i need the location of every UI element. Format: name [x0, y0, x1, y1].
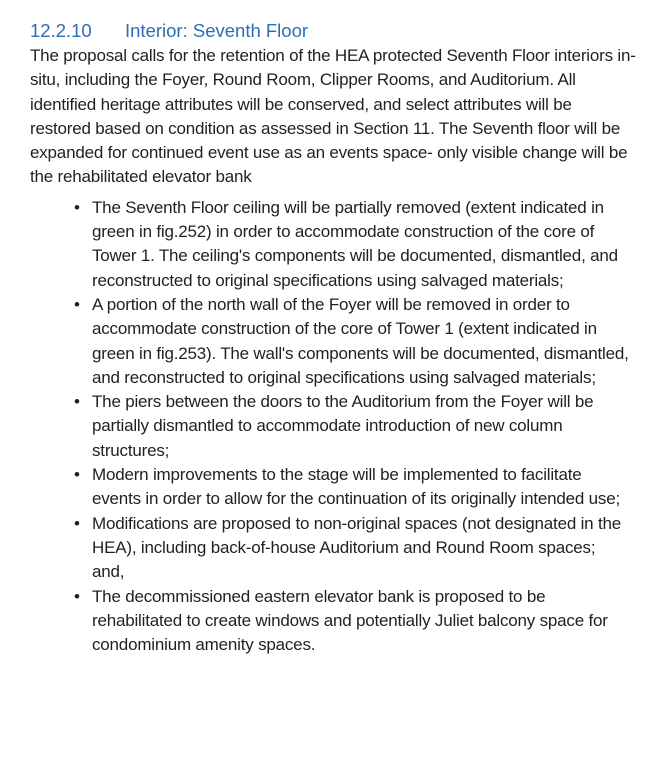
list-item: [30, 293, 636, 390]
list-item-text: The Seventh Floor ceiling will be partially removed (extent indicated in green in fig.252) in order to accommodate construction of the core of Tower 1. The ceiling's components will be documented, dismantled, and reconstructed to original specifications using salvaged materials;: [92, 197, 618, 290]
section-title: Interior: Seventh Floor: [125, 20, 309, 41]
list-item-text: A portion of the north wall of the Foyer will be removed in order to accommodate construction of the core of Tower 1 (extent indicated in green in fig.253). The wall's components will be documented, dismantled, and reconstructed to original specifications using salvaged materials;: [92, 294, 629, 387]
bullet-icon: •: [74, 294, 80, 314]
list-item: [30, 512, 636, 585]
bullet-list: [30, 196, 636, 658]
list-item: [30, 196, 636, 293]
bullet-icon: •: [74, 465, 80, 485]
section-heading: [30, 18, 636, 44]
bullet-icon: •: [74, 197, 80, 217]
list-item-text: The decommissioned eastern elevator bank is proposed to be rehabilitated to create windows and potentially Juliet balcony space for condominium amenity spaces.: [92, 586, 608, 655]
list-item: [30, 463, 636, 512]
bullet-icon: •: [74, 586, 80, 606]
list-item: [30, 390, 636, 463]
bullet-icon: •: [74, 513, 80, 533]
bullet-icon: •: [74, 392, 80, 412]
list-item-text: Modern improvements to the stage will be implemented to facilitate events in order to allow for the continuation of its originally intended use;: [92, 465, 620, 509]
list-item: [30, 585, 636, 658]
list-item-text: Modifications are proposed to non-original spaces (not designated in the HEA), including back-of-house Auditorium and Round Room spaces; and,: [92, 513, 621, 582]
list-item-text: The piers between the doors to the Auditorium from the Foyer will be partially dismantled to accommodate introduction of new column structures;: [92, 392, 594, 460]
intro-paragraph: The proposal calls for the retention of the HEA protected Seventh Floor interiors in-situ, including the Foyer, Round Room, Clipper Rooms, and Auditorium. All identified heritage attributes will be conserved, and select attributes will be restored based on condition as assessed in Section 11. The Seventh floor will be expanded for continued event use as an events space- only visible change will be the rehabilitated elevator bank: [30, 46, 636, 187]
section-number: 12.2.10: [30, 20, 92, 41]
